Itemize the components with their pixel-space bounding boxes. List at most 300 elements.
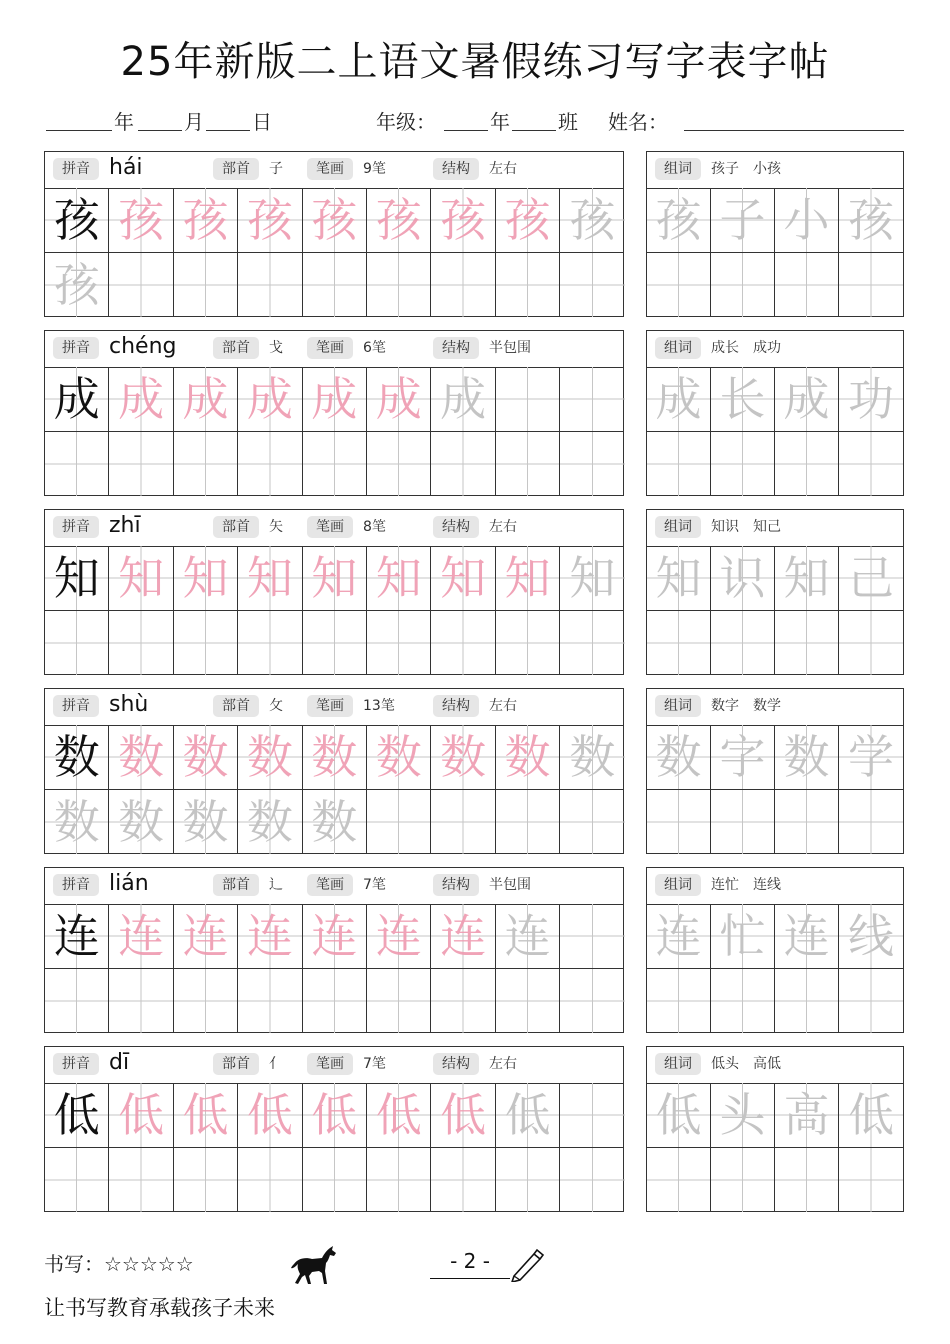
- writing-grid-cell[interactable]: [775, 1148, 839, 1212]
- writing-grid-cell[interactable]: [431, 188, 495, 252]
- strokes-label: 笔画: [307, 695, 353, 717]
- stroke-step-char: 孩: [375, 193, 422, 247]
- radical-value: 矢: [269, 519, 283, 535]
- writing-grid-cell[interactable]: [711, 253, 775, 317]
- writing-grid-cell[interactable]: [367, 790, 431, 854]
- words-text: 连忙 连线: [711, 877, 781, 893]
- writing-grid-cell[interactable]: [303, 432, 367, 496]
- word-trace-char: 连: [655, 909, 702, 963]
- writing-grid-cell[interactable]: [174, 367, 238, 431]
- stroke-step-char: 知: [118, 551, 165, 605]
- writing-grid-cell[interactable]: [238, 253, 302, 317]
- practice-row: [45, 610, 623, 675]
- writing-grid-cell[interactable]: [367, 611, 431, 675]
- writing-grid-cell[interactable]: [45, 1083, 109, 1147]
- writing-grid-cell[interactable]: [647, 253, 711, 317]
- writing-grid-cell[interactable]: [647, 611, 711, 675]
- word-trace-char: 小: [783, 193, 830, 247]
- writing-grid-cell[interactable]: [496, 432, 560, 496]
- stroke-step-char: 连: [182, 909, 229, 963]
- stroke-order-row: [45, 367, 623, 431]
- writing-grid-cell[interactable]: [367, 188, 431, 252]
- writing-grid-cell[interactable]: [303, 904, 367, 968]
- writing-grid-cell[interactable]: [560, 611, 624, 675]
- writing-grid-cell[interactable]: [839, 969, 903, 1033]
- writing-grid-cell[interactable]: [647, 904, 711, 968]
- writing-grid-cell[interactable]: [303, 1083, 367, 1147]
- writing-grid-cell[interactable]: [174, 546, 238, 610]
- writing-grid-cell[interactable]: [303, 969, 367, 1033]
- writing-grid-cell[interactable]: [711, 432, 775, 496]
- day-blank[interactable]: [206, 130, 250, 131]
- stroke-step-char: 成: [311, 372, 358, 426]
- writing-grid-cell[interactable]: [496, 725, 560, 789]
- practice-row: [45, 1147, 623, 1212]
- char-info-header: [45, 689, 623, 726]
- writing-grid-cell[interactable]: [109, 611, 173, 675]
- writing-grid-cell[interactable]: [303, 253, 367, 317]
- char-practice-block: [44, 330, 624, 496]
- writing-grid-cell[interactable]: [647, 1148, 711, 1212]
- structure-value: 半包围: [489, 877, 531, 893]
- stroke-step-char: 知: [375, 551, 422, 605]
- word-group-header: [647, 1047, 903, 1084]
- stroke-step-char: 连: [440, 909, 487, 963]
- writing-grid-cell[interactable]: [109, 790, 173, 854]
- writing-grid-cell[interactable]: [647, 188, 711, 252]
- writing-grid-cell[interactable]: [775, 790, 839, 854]
- word-trace-char: 连: [783, 909, 830, 963]
- writing-grid-cell[interactable]: [496, 969, 560, 1033]
- writing-grid-cell[interactable]: [174, 1148, 238, 1212]
- writing-grid-cell[interactable]: [109, 432, 173, 496]
- month-label: 月: [184, 110, 204, 134]
- strokes-value: 7笔: [363, 877, 386, 893]
- writing-grid-cell[interactable]: [431, 1148, 495, 1212]
- model-char: 低: [53, 1088, 100, 1142]
- writing-grid-cell[interactable]: [174, 790, 238, 854]
- writing-grid-cell[interactable]: [109, 725, 173, 789]
- writing-grid-cell[interactable]: [839, 188, 903, 252]
- structure-value: 半包围: [489, 340, 531, 356]
- writing-grid-cell[interactable]: [560, 253, 624, 317]
- radical-value: 亻: [269, 1056, 283, 1072]
- stroke-step-char: 数: [569, 730, 616, 784]
- writing-grid-cell[interactable]: [238, 790, 302, 854]
- stroke-step-char: 低: [182, 1088, 229, 1142]
- word-practice-row: [647, 1147, 903, 1212]
- char-info-header: [45, 1047, 623, 1084]
- stroke-step-char: 知: [440, 551, 487, 605]
- writing-grid-cell[interactable]: [775, 367, 839, 431]
- writing-grid-cell[interactable]: [303, 790, 367, 854]
- stroke-step-char: 低: [504, 1088, 551, 1142]
- writing-grid-cell[interactable]: [238, 188, 302, 252]
- word-trace-char: 长: [719, 372, 766, 426]
- writing-grid-cell[interactable]: [431, 1083, 495, 1147]
- writing-grid-cell[interactable]: [45, 790, 109, 854]
- strokes-label: 笔画: [307, 874, 353, 896]
- writing-grid-cell[interactable]: [839, 1148, 903, 1212]
- words-text: 孩子 小孩: [711, 161, 781, 177]
- writing-grid-cell[interactable]: [431, 790, 495, 854]
- writing-grid-cell[interactable]: [238, 432, 302, 496]
- writing-grid-cell[interactable]: [560, 1148, 624, 1212]
- stroke-step-char: 孩: [311, 193, 358, 247]
- stroke-step-char: 孩: [440, 193, 487, 247]
- writing-grid-cell[interactable]: [560, 969, 624, 1033]
- pinyin-label: 拼音: [53, 158, 99, 180]
- word-trace-row: [647, 725, 903, 789]
- writing-grid-cell[interactable]: [839, 790, 903, 854]
- trace-char: 数: [53, 795, 100, 849]
- word-trace-char: 己: [848, 551, 894, 605]
- pinyin: dī: [109, 1050, 130, 1075]
- writing-grid-cell[interactable]: [711, 904, 775, 968]
- writing-grid-cell[interactable]: [109, 546, 173, 610]
- writing-grid-cell[interactable]: [303, 725, 367, 789]
- writing-grid-cell[interactable]: [775, 253, 839, 317]
- stroke-order-row: [45, 188, 623, 252]
- writing-grid-cell[interactable]: [45, 253, 109, 317]
- writing-grid-cell[interactable]: [109, 367, 173, 431]
- stroke-step-char: 连: [375, 909, 422, 963]
- words-label: 组词: [655, 1053, 701, 1075]
- practice-row: [45, 789, 623, 854]
- writing-grid-cell[interactable]: [560, 188, 624, 252]
- writing-grid-cell[interactable]: [431, 904, 495, 968]
- writing-grid-cell[interactable]: [367, 904, 431, 968]
- writing-grid-cell[interactable]: [238, 367, 302, 431]
- writing-grid-cell[interactable]: [775, 611, 839, 675]
- writing-grid-cell[interactable]: [775, 188, 839, 252]
- model-char: 成: [53, 372, 100, 426]
- word-group-header: [647, 510, 903, 547]
- strokes-value: 6笔: [363, 340, 386, 356]
- stroke-step-char: 孩: [569, 193, 616, 247]
- writing-grid-cell[interactable]: [560, 1083, 624, 1147]
- char-practice-block: [44, 867, 624, 1033]
- writing-grid-cell[interactable]: [496, 611, 560, 675]
- header-info: [0, 106, 950, 136]
- writing-grid-cell[interactable]: [303, 611, 367, 675]
- strokes-label: 笔画: [307, 516, 353, 538]
- writing-grid-cell[interactable]: [839, 904, 903, 968]
- writing-grid-cell[interactable]: [775, 725, 839, 789]
- word-trace-row: [647, 904, 903, 968]
- pinyin: hái: [109, 155, 143, 180]
- page-title: 25年新版二上语文暑假练习写字表字帖: [120, 39, 830, 85]
- writing-grid-cell[interactable]: [711, 1083, 775, 1147]
- word-group-header: [647, 152, 903, 189]
- word-practice-row: [647, 968, 903, 1033]
- stroke-step-char: 数: [375, 730, 422, 784]
- word-trace-char: 线: [848, 909, 894, 963]
- stroke-step-char: 孩: [504, 193, 551, 247]
- stroke-step-char: 连: [118, 909, 165, 963]
- writing-grid-cell[interactable]: [174, 253, 238, 317]
- writing-grid-cell[interactable]: [839, 725, 903, 789]
- writing-grid-cell[interactable]: [45, 611, 109, 675]
- writing-grid-cell[interactable]: [174, 611, 238, 675]
- writing-grid-cell[interactable]: [839, 611, 903, 675]
- writing-grid-cell[interactable]: [174, 904, 238, 968]
- writing-grid-cell[interactable]: [647, 790, 711, 854]
- writing-grid-cell[interactable]: [839, 546, 903, 610]
- writing-grid-cell[interactable]: [496, 367, 560, 431]
- page-footer: [0, 1240, 950, 1344]
- word-trace-char: 孩: [848, 193, 894, 247]
- strokes-value: 7笔: [363, 1056, 386, 1072]
- writing-grid-cell[interactable]: [711, 367, 775, 431]
- words-label: 组词: [655, 874, 701, 896]
- writing-grid-cell[interactable]: [711, 546, 775, 610]
- grade-label: 年级：: [376, 110, 436, 134]
- structure-value: 左右: [489, 161, 517, 177]
- word-trace-char: 功: [848, 372, 894, 426]
- word-trace-row: [647, 546, 903, 610]
- writing-grid-cell[interactable]: [560, 904, 624, 968]
- writing-grid-cell[interactable]: [174, 725, 238, 789]
- writing-grid-cell[interactable]: [647, 969, 711, 1033]
- stroke-step-char: 低: [118, 1088, 165, 1142]
- stroke-step-char: 数: [504, 730, 551, 784]
- word-trace-char: 知: [783, 551, 830, 605]
- writing-grid-cell[interactable]: [109, 904, 173, 968]
- structure-label: 结构: [433, 516, 479, 538]
- writing-grid-cell[interactable]: [45, 546, 109, 610]
- writing-grid-cell[interactable]: [647, 432, 711, 496]
- writing-grid-cell[interactable]: [174, 969, 238, 1033]
- year-label: 年: [114, 110, 134, 134]
- slogan: 让书写教育承载孩子未来: [44, 1296, 275, 1320]
- writing-grid-cell[interactable]: [431, 367, 495, 431]
- char-info-header: [45, 152, 623, 189]
- stroke-step-char: 数: [182, 730, 229, 784]
- writing-grid-cell[interactable]: [431, 253, 495, 317]
- stroke-step-char: 低: [440, 1088, 487, 1142]
- writing-grid-cell[interactable]: [303, 367, 367, 431]
- writing-grid-cell[interactable]: [238, 1083, 302, 1147]
- radical-label: 部首: [213, 337, 259, 359]
- writing-grid-cell[interactable]: [109, 188, 173, 252]
- writing-grid-cell[interactable]: [367, 546, 431, 610]
- strokes-label: 笔画: [307, 1053, 353, 1075]
- writing-grid-cell[interactable]: [496, 188, 560, 252]
- writing-grid-cell[interactable]: [303, 188, 367, 252]
- writing-grid-cell[interactable]: [45, 969, 109, 1033]
- writing-grid-cell[interactable]: [367, 367, 431, 431]
- writing-grid-cell[interactable]: [560, 546, 624, 610]
- stroke-step-char: 连: [504, 909, 551, 963]
- word-trace-row: [647, 188, 903, 252]
- stroke-step-char: 孩: [246, 193, 293, 247]
- word-trace-char: 字: [719, 730, 766, 784]
- writing-grid-cell[interactable]: [839, 432, 903, 496]
- writing-grid-cell[interactable]: [367, 1083, 431, 1147]
- writing-grid-cell[interactable]: [45, 904, 109, 968]
- writing-grid-cell[interactable]: [775, 969, 839, 1033]
- char-info-header: [45, 510, 623, 547]
- writing-grid-cell[interactable]: [839, 367, 903, 431]
- horse-icon: [288, 1244, 340, 1288]
- pinyin-label: 拼音: [53, 1053, 99, 1075]
- word-trace-char: 成: [783, 372, 830, 426]
- stroke-step-char: 孩: [182, 193, 229, 247]
- writing-grid-cell[interactable]: [711, 188, 775, 252]
- word-trace-char: 知: [655, 551, 702, 605]
- writing-grid-cell[interactable]: [647, 546, 711, 610]
- word-trace-char: 成: [655, 372, 702, 426]
- writing-grid-cell[interactable]: [496, 790, 560, 854]
- writing-grid-cell[interactable]: [367, 253, 431, 317]
- pinyin: zhī: [109, 513, 141, 538]
- pinyin: lián: [109, 871, 149, 896]
- trace-char: 孩: [53, 258, 100, 312]
- char-info-header: [45, 331, 623, 368]
- year-blank[interactable]: [46, 130, 112, 131]
- writing-grid-cell[interactable]: [238, 1148, 302, 1212]
- writing-grid-cell[interactable]: [109, 969, 173, 1033]
- writing-grid-cell[interactable]: [109, 1083, 173, 1147]
- pinyin-label: 拼音: [53, 516, 99, 538]
- writing-grid-cell[interactable]: [45, 367, 109, 431]
- writing-grid-cell[interactable]: [174, 1083, 238, 1147]
- pinyin-label: 拼音: [53, 695, 99, 717]
- writing-grid-cell[interactable]: [431, 546, 495, 610]
- writing-grid-cell[interactable]: [45, 432, 109, 496]
- writing-grid-cell[interactable]: [711, 611, 775, 675]
- model-char: 连: [53, 909, 100, 963]
- writing-grid-cell[interactable]: [775, 432, 839, 496]
- rating-label: 书写：: [44, 1252, 104, 1276]
- stroke-step-char: 成: [375, 372, 422, 426]
- structure-value: 左右: [489, 1056, 517, 1072]
- class-blank[interactable]: [512, 130, 556, 131]
- writing-grid-cell[interactable]: [238, 904, 302, 968]
- word-trace-char: 孩: [655, 193, 702, 247]
- pinyin: chéng: [109, 334, 177, 359]
- writing-grid-cell[interactable]: [431, 969, 495, 1033]
- writing-grid-cell[interactable]: [367, 432, 431, 496]
- writing-grid-cell[interactable]: [560, 725, 624, 789]
- writing-grid-cell[interactable]: [45, 1148, 109, 1212]
- writing-grid-cell[interactable]: [109, 253, 173, 317]
- grade-blank[interactable]: [444, 130, 488, 131]
- pinyin-label: 拼音: [53, 874, 99, 896]
- writing-grid-cell[interactable]: [496, 1083, 560, 1147]
- writing-grid-cell[interactable]: [431, 432, 495, 496]
- writing-grid-cell[interactable]: [367, 725, 431, 789]
- words-label: 组词: [655, 516, 701, 538]
- writing-grid-cell[interactable]: [431, 611, 495, 675]
- writing-grid-cell[interactable]: [711, 725, 775, 789]
- word-practice-row: [647, 610, 903, 675]
- writing-grid-cell[interactable]: [839, 253, 903, 317]
- word-group-block: [646, 1046, 904, 1212]
- writing-grid-cell[interactable]: [775, 1083, 839, 1147]
- writing-grid-cell[interactable]: [711, 1148, 775, 1212]
- writing-grid-cell[interactable]: [174, 432, 238, 496]
- practice-row: [45, 252, 623, 317]
- char-practice-block: [44, 688, 624, 854]
- char-info-header: [45, 868, 623, 905]
- name-blank[interactable]: [684, 130, 904, 131]
- stroke-step-char: 知: [246, 551, 293, 605]
- word-practice-row: [647, 789, 903, 854]
- writing-grid-cell[interactable]: [711, 790, 775, 854]
- words-label: 组词: [655, 695, 701, 717]
- writing-grid-cell[interactable]: [560, 367, 624, 431]
- writing-grid-cell[interactable]: [45, 188, 109, 252]
- word-trace-char: 识: [719, 551, 766, 605]
- stroke-order-row: [45, 725, 623, 789]
- trace-char: 数: [182, 795, 229, 849]
- writing-grid-cell[interactable]: [647, 725, 711, 789]
- writing-grid-cell[interactable]: [496, 253, 560, 317]
- radical-label: 部首: [213, 695, 259, 717]
- trace-char: 数: [311, 795, 358, 849]
- writing-grid-cell[interactable]: [303, 1148, 367, 1212]
- word-trace-char: 子: [719, 193, 766, 247]
- radical-label: 部首: [213, 1053, 259, 1075]
- words-label: 组词: [655, 337, 701, 359]
- writing-grid-cell[interactable]: [560, 790, 624, 854]
- writing-grid-cell[interactable]: [496, 546, 560, 610]
- writing-grid-cell[interactable]: [560, 432, 624, 496]
- grade-year-label: 年: [490, 110, 510, 134]
- writing-grid-cell[interactable]: [45, 725, 109, 789]
- writing-grid-cell[interactable]: [367, 1148, 431, 1212]
- strokes-label: 笔画: [307, 337, 353, 359]
- writing-grid-cell[interactable]: [238, 546, 302, 610]
- writing-grid-cell[interactable]: [303, 546, 367, 610]
- month-blank[interactable]: [138, 130, 182, 131]
- writing-grid-cell[interactable]: [431, 725, 495, 789]
- words-text: 成长 成功: [711, 340, 781, 356]
- word-trace-char: 数: [655, 730, 702, 784]
- writing-grid-cell[interactable]: [496, 1148, 560, 1212]
- rating-stars[interactable]: ☆☆☆☆☆: [104, 1252, 194, 1276]
- word-group-header: [647, 868, 903, 905]
- rating: [44, 1248, 194, 1277]
- writing-grid-cell[interactable]: [647, 1083, 711, 1147]
- writing-grid-cell[interactable]: [775, 546, 839, 610]
- writing-grid-cell[interactable]: [496, 904, 560, 968]
- writing-grid-cell[interactable]: [647, 367, 711, 431]
- stroke-order-row: [45, 546, 623, 610]
- writing-grid-cell[interactable]: [238, 969, 302, 1033]
- word-group-header: [647, 331, 903, 368]
- writing-grid-cell[interactable]: [109, 1148, 173, 1212]
- writing-grid-cell[interactable]: [775, 904, 839, 968]
- writing-grid-cell[interactable]: [367, 969, 431, 1033]
- word-trace-row: [647, 1083, 903, 1147]
- char-practice-block: [44, 1046, 624, 1212]
- pinyin-label: 拼音: [53, 337, 99, 359]
- writing-grid-cell[interactable]: [238, 725, 302, 789]
- model-char: 数: [53, 730, 100, 784]
- radical-label: 部首: [213, 158, 259, 180]
- radical-value: 辶: [269, 877, 283, 893]
- writing-grid-cell[interactable]: [839, 1083, 903, 1147]
- writing-grid-cell[interactable]: [174, 188, 238, 252]
- writing-grid-cell[interactable]: [238, 611, 302, 675]
- stroke-step-char: 低: [246, 1088, 293, 1142]
- writing-grid-cell[interactable]: [711, 969, 775, 1033]
- strokes-value: 13笔: [363, 698, 395, 714]
- stroke-step-char: 连: [311, 909, 358, 963]
